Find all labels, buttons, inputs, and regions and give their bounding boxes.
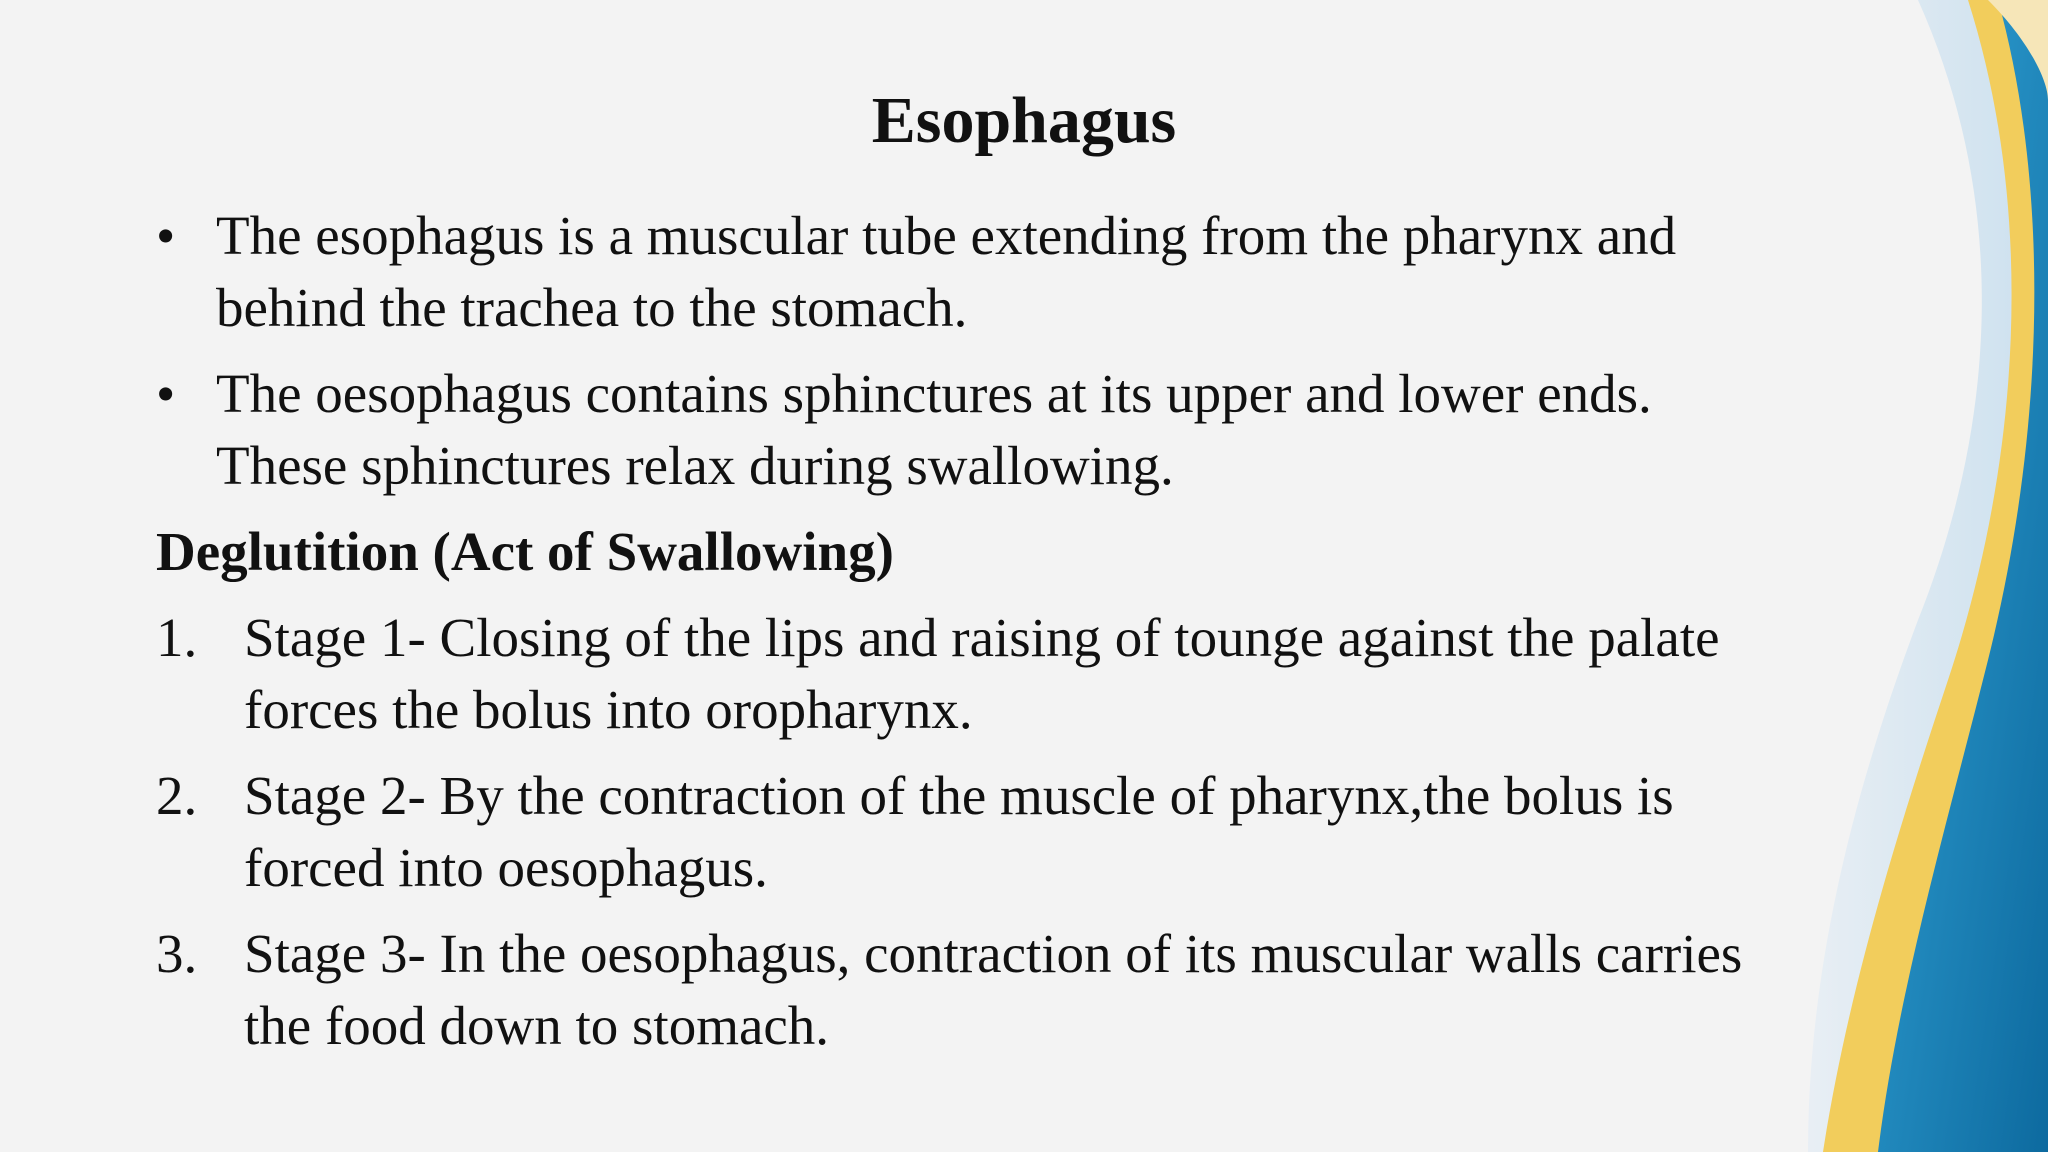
step-line: forced into oesophagus. (244, 837, 768, 898)
bullet-item (156, 358, 1876, 502)
slide-content (156, 200, 1876, 1076)
step-line: Stage 2- By the contraction of the muscle of pharynx,the bolus is (244, 765, 1674, 826)
step-line: forces the bolus into oropharynx. (244, 679, 973, 740)
step-number: 1. (156, 607, 198, 668)
step-number: 3. (156, 923, 198, 984)
step-line: Stage 1- Closing of the lips and raising of tounge against the palate (244, 607, 1720, 668)
step-number: 2. (156, 765, 198, 826)
bullet-line: The oesophagus contains sphinctures at its upper and lower ends. (216, 363, 1652, 424)
numbered-step (156, 602, 1876, 746)
slide-title: Esophagus (871, 84, 1177, 157)
numbered-step (156, 760, 1876, 904)
bullet-line: The esophagus is a muscular tube extending from the pharynx and (216, 205, 1677, 266)
bullet-line: These sphinctures relax during swallowing. (216, 435, 1174, 496)
bullet-line: behind the trachea to the stomach. (216, 277, 968, 338)
bullet-item (156, 200, 1876, 344)
step-line: Stage 3- In the oesophagus, contraction of its muscular walls carries (244, 923, 1743, 984)
step-line: the food down to stomach. (244, 995, 830, 1056)
bullet-marker: • (156, 205, 176, 266)
numbered-step (156, 918, 1876, 1062)
section-subheading: Deglutition (Act of Swallowing) (156, 521, 894, 582)
bullet-marker: • (156, 363, 176, 424)
